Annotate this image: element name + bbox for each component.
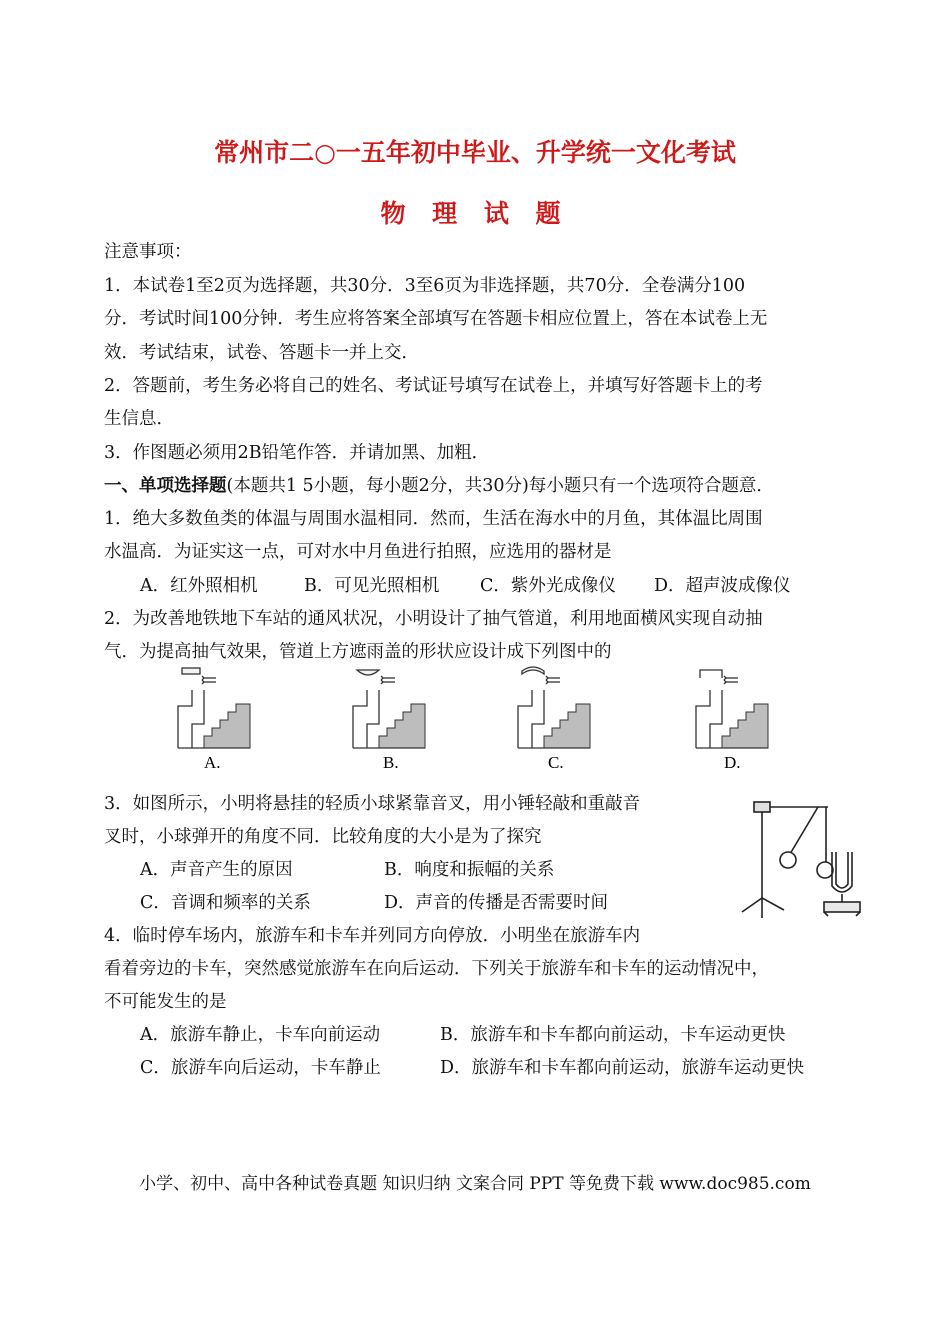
section-title: 一、单项选择题 <box>104 476 227 496</box>
q2-figure-a <box>168 664 264 774</box>
question-2-line: 气．为提高抽气效果，管道上方遮雨盖的形状应设计成下列图中的 <box>104 642 612 662</box>
q4-option-d: D．旅游车和卡车都向前运动，旅游车运动更快 <box>440 1058 805 1078</box>
q2-label-d: D. <box>724 753 741 772</box>
question-3-line: 叉时，小球弹开的角度不同．比较角度的大小是为了探究 <box>104 827 542 847</box>
q3-option-a: A．声音产生的原因 <box>140 860 293 880</box>
q4-option-b: B．旅游车和卡车都向前运动，卡车运动更快 <box>440 1025 786 1045</box>
notice-heading: 注意事项： <box>104 242 192 262</box>
q4-option-c: C．旅游车向后运动，卡车静止 <box>140 1058 381 1078</box>
q2-label-a: A. <box>204 753 221 772</box>
q2-label-c: C. <box>548 753 564 772</box>
question-3-line: 3．如图所示，小明将悬挂的轻质小球紧靠音叉，用小锤轻敲和重敲音 <box>104 794 641 814</box>
q1-option-c: C．紫外光成像仪 <box>480 576 616 596</box>
q3-option-c: C．音调和频率的关系 <box>140 893 311 913</box>
q3-option-b: B．响度和振幅的关系 <box>384 860 555 880</box>
q2-figure-c <box>510 664 606 774</box>
notice-line: 2．答题前，考生务必将自己的姓名、考试证号填写在试卷上，并填写好答题卡上的考 <box>104 376 763 396</box>
q4-option-a: A．旅游车静止，卡车向前运动 <box>140 1025 381 1045</box>
question-2-line: 2．为改善地铁地下车站的通风状况，小明设计了抽气管道，利用地面横风实现自动抽 <box>104 609 763 629</box>
page-footer: 小学、初中、高中各种试卷真题 知识归纳 文案合同 PPT 等免费下载 www.doc985.com <box>139 1174 811 1194</box>
section-heading <box>104 472 774 497</box>
question-1-line: 1．绝大多数鱼类的体温与周围水温相同．然而，生活在海水中的月鱼，其体温比周围 <box>104 509 763 529</box>
notice-line: 1．本试卷1至2页为选择题，共30分．3至6页为非选择题，共70分．全卷满分100 <box>104 276 746 296</box>
question-4-line: 不可能发生的是 <box>104 992 227 1012</box>
section-desc: (本题共1 5小题，每小题2分，共30分)每小题只有一个选项符合题意． <box>226 476 774 496</box>
q2-label-b: B. <box>383 753 399 772</box>
q1-option-b: B．可见光照相机 <box>304 576 440 596</box>
q2-figure-b <box>345 664 441 774</box>
notice-line: 分．考试时间100分钟．考生应将答案全部填写在答题卡相应位置上，答在本试卷上无 <box>104 309 768 329</box>
exam-title: 常州市二○一五年初中毕业、升学统一文化考试 <box>214 138 736 167</box>
tuning-fork-figure <box>728 790 868 926</box>
notice-line: 生信息． <box>104 409 174 429</box>
q2-figure-d <box>688 664 784 774</box>
q3-option-d: D．声音的传播是否需要时间 <box>384 893 609 913</box>
question-4-line: 看着旁边的卡车，突然感觉旅游车在向后运动．下列关于旅游车和卡车的运动情况中， <box>104 959 769 979</box>
question-1-line: 水温高．为证实这一点，可对水中月鱼进行拍照，应选用的器材是 <box>104 542 612 562</box>
q1-option-d: D．超声波成像仪 <box>654 576 791 596</box>
q1-option-a: A．红外照相机 <box>140 576 258 596</box>
notice-line: 效．考试结束，试卷、答题卡一并上交． <box>104 343 419 363</box>
question-4-line: 4．临时停车场内，旅游车和卡车并列同方向停放．小明坐在旅游车内 <box>104 926 641 946</box>
notice-line: 3．作图题必须用2B铅笔作答．并请加黑、加粗． <box>104 443 490 463</box>
exam-subtitle: 物 理 试 题 <box>380 199 570 228</box>
